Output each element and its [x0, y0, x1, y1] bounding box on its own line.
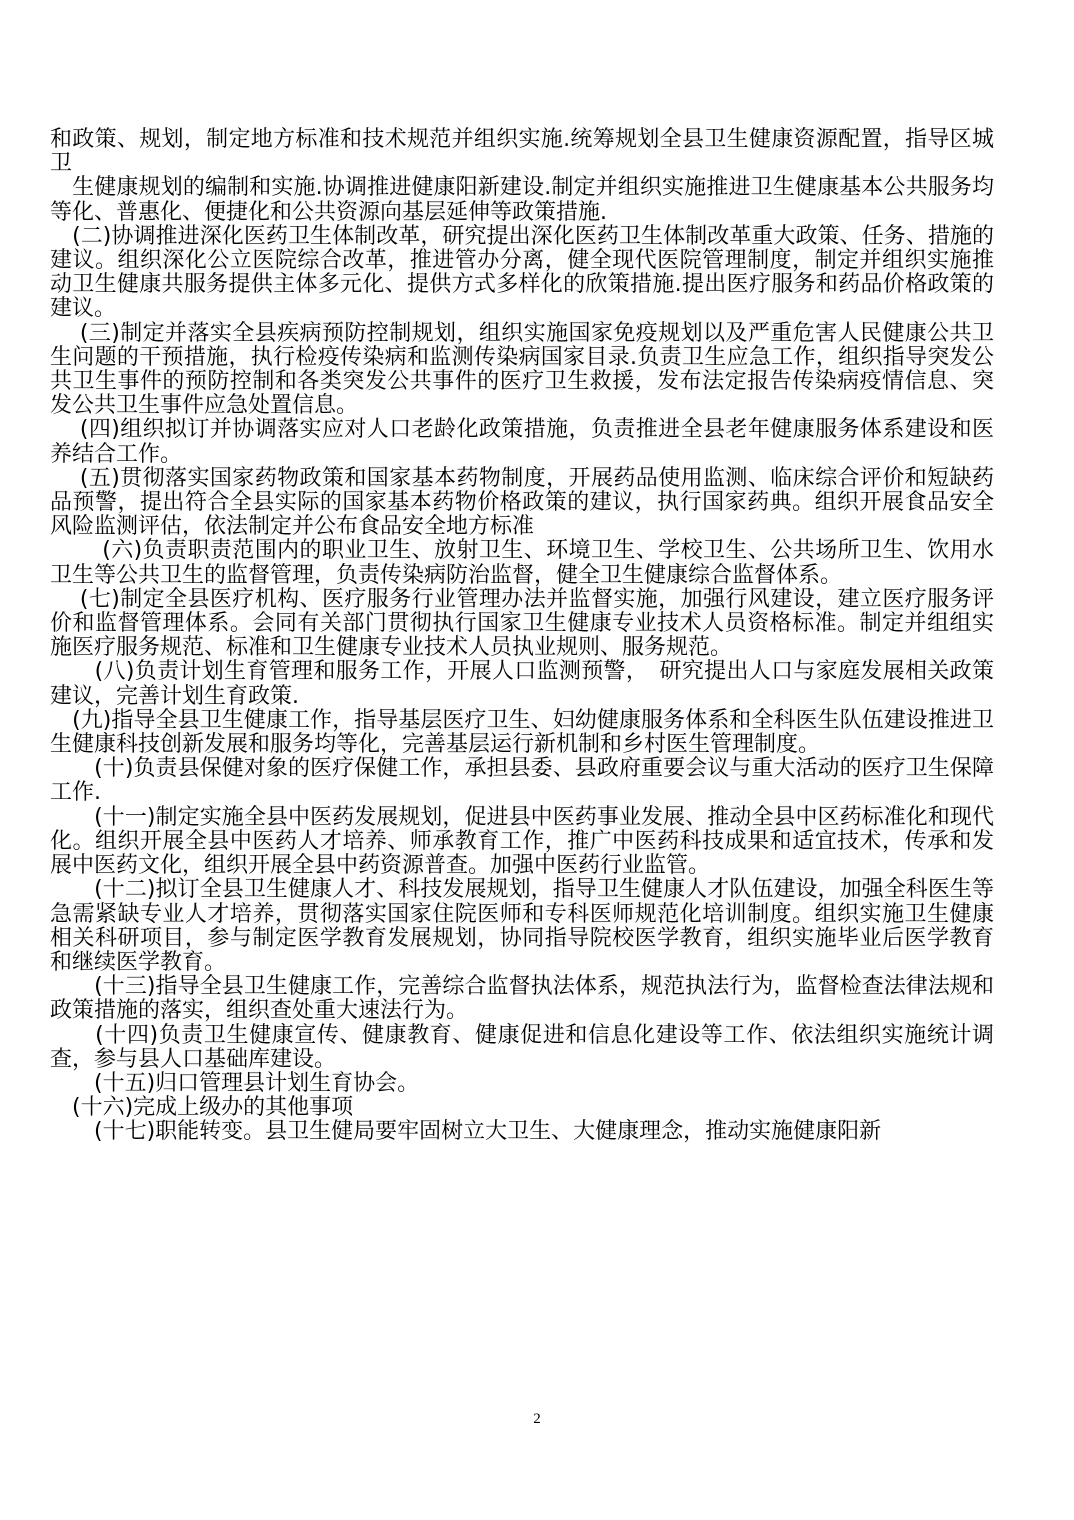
paragraph: (十七)职能转变。县卫生健局要牢固树立大卫生、大健康理念，推动实施健康阳新 [50, 1119, 882, 1145]
paragraph: (三)制定并落实全县疾病预防控制规划，组织实施国家免疫规划以及严重危害人民健康公共卫生问题的干预措施，执行检疫传染病和监测传染病国家目录.负责卫生应急工作，组织指导突发公共卫生事件的预防控制和各类突发公共事件的医疗卫生救援，发布法定报告传染病疫情信息、突发公共卫生事件应急处置信息。 [50, 320, 994, 419]
paragraph: (四)组织拟订并协调落实应对人口老龄化政策措施，负责推进全县老年健康服务体系建设和医养结合工作。 [50, 417, 994, 467]
paragraph: (十)负责县保健对象的医疗保健工作，承担县委、县政府重要会议与重大活动的医疗卫生保障工作. [50, 756, 994, 806]
paragraph: (十二)拟订全县卫生健康人才、科技发展规划，指导卫生健康人才队伍建设，加强全科医生等急需紧缺专业人才培养，贯彻落实国家住院医师和专科医师规范化培训制度。组织实施卫生健康相关科研项目，参与制定医学教育发展规划，协同指导院校医学教育，组织实施毕业后医学教育和继续医学教育。 [50, 877, 994, 975]
paragraph: (五)贯彻落实国家药物政策和国家基本药物制度，开展药品使用监测、临床综合评价和短缺药品预警，提出符合全县实际的国家基本药物价格政策的建议，执行国家药典。组织开展食品安全风险监测评估，依法制定并公布食品安全地方标准 [50, 465, 994, 540]
body-text [50, 128, 994, 1145]
paragraph: (七)制定全县医疗机构、医疗服务行业管理办法并监督实施，加强行风建设，建立医疗服务评价和监督管理体系。会同有关部门贯彻执行国家卫生健康专业技术人员资格标准。制定并组组实施医疗服务规范、标准和卫生健康专业技术人员执业规则、服务规范。 [50, 586, 994, 661]
paragraph: (六)负责职责范围内的职业卫生、放射卫生、环境卫生、学校卫生、公共场所卫生、饮用水卫生等公共卫生的监督管理，负责传染病防治监督，健全卫生健康综合监督体系。 [50, 538, 994, 588]
paragraph: (九)指导全县卫生健康工作，指导基层医疗卫生、妇幼健康服务体系和全科医生队伍建设推进卫生健康科技创新发展和服务均等化，完善基层运行新机制和乡村医生管理制度。 [50, 707, 994, 758]
paragraph: 生健康规划的编制和实施.协调推进健康阳新建设.制定并组织实施推进卫生健康基本公共服务均等化、普惠化、便捷化和公共资源向基层延伸等政策措施. [50, 175, 994, 225]
paragraph: (十五)归口管理县计划生育协会。 [50, 1070, 420, 1096]
paragraph: (十一)制定实施全县中医药发展规划，促进县中医药事业发展、推动全县中区药标准化和现代化。组织开展全县中医药人才培养、师承教育工作，推广中医药科技成果和适宜技术，传承和发展中医药文化，组织开展全县中药资源普查。加强中医药行业监管。 [50, 804, 994, 879]
paragraph: (十三)指导全县卫生健康工作，完善综合监督执法体系，规范执法行为，监督检查法律法规和政策措施的落实，组织查处重大速法行为。 [50, 974, 994, 1024]
paragraph: (十四)负责卫生健康宣传、健康教育、健康促进和信息化建设等工作、依法组织实施统计调查，参与县人口基础库建设。 [50, 1022, 994, 1072]
paragraph: 和政策、规划，制定地方标准和技术规范并组织实施.统筹规划全县卫生健康资源配置，指导区城卫 [50, 127, 994, 177]
paragraph: (二)协调推进深化医药卫生体制改革，研究提出深化医药卫生体制改革重大政策、任务、措施的建议。组织深化公立医院综合改革，推进管办分离，健全现代医院管理制度，制定并组织实施推动卫生健康共服务提供主体多元化、提供方式多样化的欣策措施.提出医疗服务和药品价格政策的建议。 [50, 223, 994, 322]
paragraph: (八)负责计划生育管理和服务工作，开展人口监测预警， 研究提出人口与家庭发展相关政策建议，完善计划生育政策. [50, 659, 994, 709]
paragraph: (十六)完成上级办的其他事项 [50, 1095, 354, 1121]
page-number: 2 [533, 1411, 541, 1427]
